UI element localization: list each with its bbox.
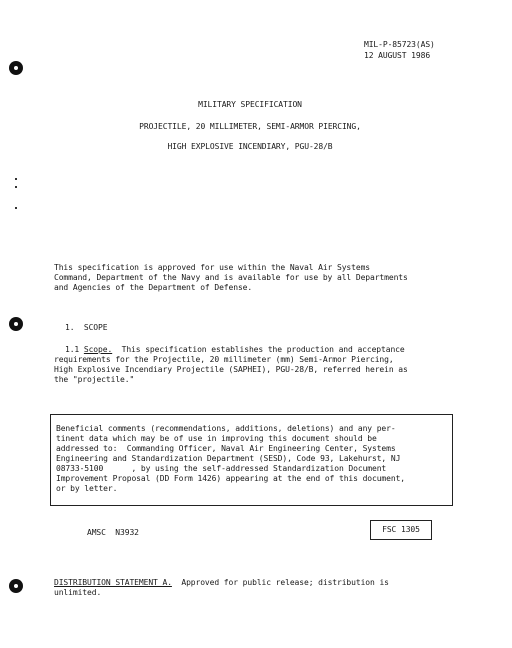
approval-line-2: Command, Department of the Navy and is available for use by all Departments (54, 273, 408, 282)
comments-line-4: Engineering and Standardization Department (SESD), Code 93, Lakehurst, NJ (56, 454, 401, 463)
scan-speck (15, 207, 17, 209)
document-date: 12 AUGUST 1986 (364, 51, 431, 60)
punch-hole-top (9, 61, 23, 75)
distribution-statement-line-2: unlimited. (54, 588, 102, 597)
comments-line-1: Beneficial comments (recommendations, additions, deletions) and any per- (56, 424, 396, 433)
distribution-statement-label: DISTRIBUTION STATEMENT A. (54, 578, 172, 587)
scope-para-line-2: requirements for the Projectile, 20 millimeter (mm) Semi-Armor Piercing, (54, 355, 394, 364)
scope-para-number: 1.1 (65, 345, 80, 354)
punch-hole-middle (9, 317, 23, 331)
scan-speck (15, 178, 17, 180)
fsc-code: FSC 1305 (382, 525, 420, 534)
punch-hole-bottom (9, 579, 23, 593)
amsc-number: AMSC N3932 (87, 528, 139, 537)
scope-para-line-1 (65, 345, 405, 356)
spec-title-line-1: MILITARY SPECIFICATION (198, 100, 302, 109)
scope-para-first-text: This specification establishes the production and acceptance (112, 345, 405, 354)
comments-line-6: Improvement Proposal (DD Form 1426) appearing at the end of this document, (56, 474, 406, 483)
document-number: MIL-P-85723(AS) (364, 40, 435, 49)
approval-line-1: This specification is approved for use within the Naval Air Systems (54, 263, 370, 272)
distribution-statement-line-1 (54, 578, 389, 589)
scope-para-line-4: the "projectile." (54, 375, 135, 384)
spec-title-line-3: HIGH EXPLOSIVE INCENDIARY, PGU-28/B (167, 142, 333, 151)
scan-speck (15, 186, 17, 188)
scope-para-title: Scope. (83, 345, 113, 354)
comments-line-3: addressed to: Commanding Officer, Naval Air Engineering Center, Systems (56, 444, 396, 453)
comments-line-2: tinent data which may be of use in improving this document should be (56, 434, 377, 443)
scope-para-line-3: High Explosive Incendiary Projectile (SAPHEI), PGU-28/B, referred herein as (54, 365, 408, 374)
comments-line-5: 08733-5100 , by using the self-addressed Standardization Document (56, 464, 387, 473)
approval-line-3: and Agencies of the Department of Defense. (54, 283, 253, 292)
distribution-statement-text: Approved for public release; distribution is (171, 578, 389, 587)
section-heading-scope: 1. SCOPE (65, 323, 108, 332)
comments-line-7: or by letter. (56, 484, 118, 493)
spec-title-line-2: PROJECTILE, 20 MILLIMETER, SEMI-ARMOR PIERCING, (139, 122, 361, 131)
